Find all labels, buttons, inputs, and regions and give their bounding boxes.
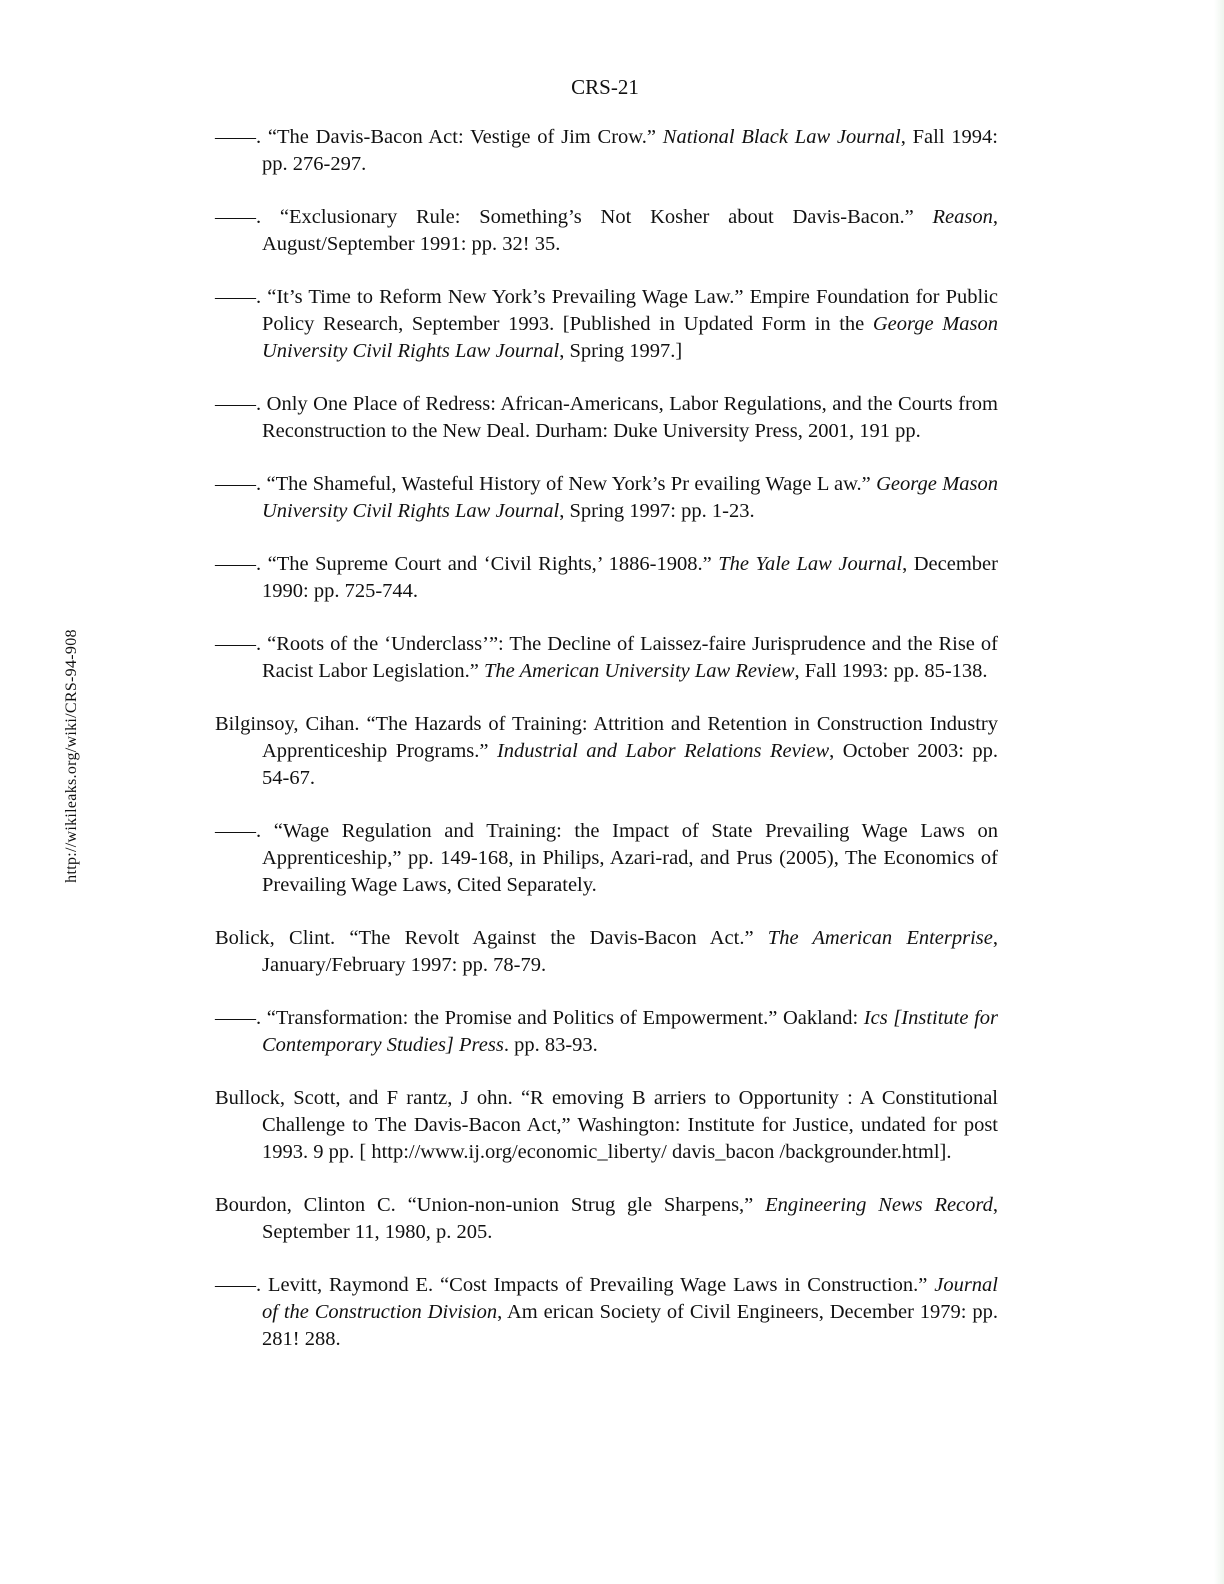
bibliography-entry xyxy=(215,631,998,685)
bibliography-entry xyxy=(215,925,998,979)
bibliography-entry xyxy=(215,471,998,525)
entry-text: , January/February 1997: pp. 78-79. xyxy=(262,927,998,976)
entry-text: ——. “Roots of the ‘Underclass’”: The Decline of Laissez-faire Jurisprudence and the Rise of Racist Labor Legislation.” xyxy=(215,633,998,682)
entry-text: , August/September 1991: pp. 32! 35. xyxy=(262,206,998,255)
entry-text: ——. “Exclusionary Rule: Something’s Not Kosher about Davis-Bacon.” xyxy=(215,206,933,228)
entry-italic-title: The American University Law Review xyxy=(484,660,795,682)
bibliography-entry xyxy=(215,818,998,899)
bibliography-entry xyxy=(215,1005,998,1059)
entry-italic-title: The American Enterprise xyxy=(767,927,993,949)
entry-text: Bullock, Scott, and F rantz, J ohn. “R emoving B arriers to Opportunity : A Constitutional Challenge to The Davis-Bacon Act,” Washington: Institute for Justice, undated for post 1993. 9 pp. [ http://www.ij.org/economic_liberty/ davis_bacon /backgrounder.html]. xyxy=(215,1087,998,1163)
entry-text: , Fall 1993: pp. 85-138. xyxy=(794,660,988,682)
entry-text: , Am erican Society of Civil Engineers, December 1979: pp. 281! 288. xyxy=(262,1301,998,1350)
entry-italic-title: Reason xyxy=(932,206,993,228)
page-number-header: CRS-21 xyxy=(571,75,639,99)
entry-text: ——. “It’s Time to Reform New York’s Prevailing Wage Law.” Empire Foundation for Public Policy Research, September 1993. [Published in Updated Form in the xyxy=(215,286,998,335)
entry-text: Bourdon, Clinton C. “Union-non-union Strug gle Sharpens,” xyxy=(215,1194,766,1216)
bibliography-list xyxy=(215,124,998,1379)
bibliography-entry xyxy=(215,1272,998,1353)
entry-text: , October 2003: pp. 54-67. xyxy=(262,740,998,789)
entry-text: ——. “The Davis-Bacon Act: Vestige of Jim Crow.” xyxy=(215,126,663,148)
bibliography-entry xyxy=(215,711,998,792)
entry-text: ——. “The Supreme Court and ‘Civil Rights,’ 1886-1908.” xyxy=(215,553,719,575)
entry-italic-title: National Black Law Journal xyxy=(662,126,901,148)
entry-text: , Fall 1994: pp. 276-297. xyxy=(262,126,999,175)
entry-text: ——. “Transformation: the Promise and Politics of Empowerment.” Oakland: xyxy=(215,1007,864,1029)
entry-text: , Spring 1997: pp. 1-23. xyxy=(559,500,755,522)
entry-text: . pp. 83-93. xyxy=(503,1034,598,1056)
bibliography-entry xyxy=(215,284,998,365)
entry-text: Bilginsoy, Cihan. “The Hazards of Training: Attrition and Retention in Construction Industry Apprenticeship Programs.” xyxy=(215,713,998,762)
entry-text: ——. “The Shameful, Wasteful History of New York’s Pr evailing Wage L aw.” xyxy=(215,473,877,495)
bibliography-entry xyxy=(215,124,998,178)
entry-italic-title: Ics [Institute for Contemporary Studies] Press xyxy=(262,1007,998,1056)
bibliography-entry xyxy=(215,551,998,605)
entry-italic-title: George Mason University Civil Rights Law Journal xyxy=(262,313,998,362)
bibliography-entry xyxy=(215,1192,998,1246)
entry-italic-title: The Yale Law Journal xyxy=(718,553,903,575)
entry-text: ——. Levitt, Raymond E. “Cost Impacts of Prevailing Wage Laws in Construction.” xyxy=(215,1274,935,1296)
bibliography-entry xyxy=(215,391,998,445)
entry-text: Bolick, Clint. “The Revolt Against the Davis-Bacon Act.” xyxy=(215,927,768,949)
entry-text: ——. “Wage Regulation and Training: the Impact of State Prevailing Wage Laws on Apprenticeship,” pp. 149-168, in Philips, Azari-rad, and Prus (2005), The Economics of Prevailing Wage Laws, Cited Separately. xyxy=(215,820,998,896)
entry-text: , December 1990: pp. 725-744. xyxy=(262,553,998,602)
bibliography-entry xyxy=(215,1085,998,1166)
entry-italic-title: Journal of the Construction Division xyxy=(262,1274,998,1323)
entry-text: , Spring 1997.] xyxy=(559,340,683,362)
side-watermark-url: http://wikileaks.org/wiki/CRS-94-908 xyxy=(63,629,80,883)
bibliography-entry xyxy=(215,204,998,258)
entry-italic-title: Industrial and Labor Relations Review xyxy=(496,740,830,762)
page-edge-shading xyxy=(1214,0,1224,1584)
entry-italic-title: George Mason University Civil Rights Law Journal xyxy=(262,473,998,522)
entry-text: , September 11, 1980, p. 205. xyxy=(262,1194,998,1243)
entry-text: ——. Only One Place of Redress: African-Americans, Labor Regulations, and the Courts from Reconstruction to the New Deal. Durham: Duke University Press, 2001, 191 pp. xyxy=(215,393,998,442)
entry-italic-title: Engineering News Record xyxy=(765,1194,993,1216)
